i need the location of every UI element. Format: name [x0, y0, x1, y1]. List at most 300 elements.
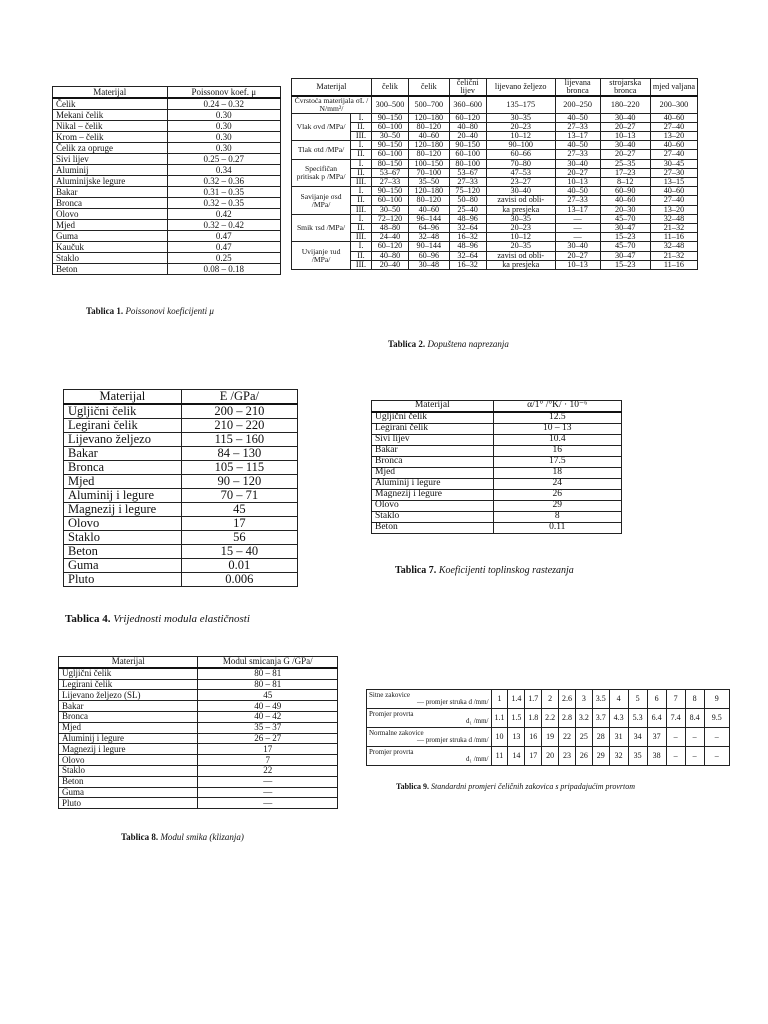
value-cell: 30–35 [486, 113, 555, 122]
value-cell: – [666, 728, 685, 747]
table-row [292, 196, 698, 205]
stress-type-label: Specifičan pritisak p /MPa/ [292, 159, 351, 187]
table-row [59, 798, 338, 809]
value-cell: – [704, 728, 729, 747]
value-cell: 30–47 [600, 224, 650, 233]
table-row [64, 404, 298, 419]
value-cell: 0.32 – 0.36 [167, 176, 280, 187]
value-cell: 0.31 – 0.35 [167, 187, 280, 198]
table-row [292, 122, 698, 131]
header-row [64, 390, 298, 405]
value-cell: 22 [559, 728, 576, 747]
row-label-line: Normalne zakovice [369, 728, 424, 737]
value-cell: 40 – 49 [198, 701, 338, 712]
value-cell: 64–96 [409, 224, 449, 233]
value-cell: 7.4 [666, 709, 685, 728]
value-cell: 20–27 [555, 168, 600, 177]
caption-label: Tablica 9. [396, 782, 430, 791]
value-cell: 0.32 – 0.35 [167, 198, 280, 209]
value-cell: 20–30 [600, 205, 650, 214]
column-header: Materijal [53, 87, 168, 99]
column-header: lijevano željezo [486, 79, 555, 97]
table-row [53, 110, 281, 121]
value-cell: 90–150 [371, 141, 408, 150]
value-cell: 105 – 115 [181, 461, 297, 475]
value-cell: 13–20 [650, 205, 697, 214]
table-row [64, 531, 298, 545]
value-cell: 9 [704, 690, 729, 709]
value-cell: 27–33 [371, 178, 408, 187]
material-cell: Legirani čelik [64, 419, 182, 433]
value-cell: 17–23 [600, 168, 650, 177]
value-cell: 24–40 [371, 233, 408, 242]
value-cell: 6 [647, 690, 666, 709]
value-cell: 60–120 [449, 113, 486, 122]
table-row [53, 143, 281, 154]
value-cell: 20–23 [486, 224, 555, 233]
material-cell: Beton [64, 545, 182, 559]
value-cell: 30–50 [371, 132, 408, 141]
material-cell: Legirani čelik [372, 424, 494, 435]
row-label-line: — promjer struka d /mm/ [416, 698, 489, 706]
value-cell: 60–120 [371, 242, 408, 251]
column-header: čelični lijev [449, 79, 486, 97]
value-cell: 20–23 [486, 122, 555, 131]
table-2-caption [388, 339, 509, 349]
material-cell: Mekani čelik [53, 110, 168, 121]
value-cell: 0.30 [167, 121, 280, 132]
material-cell: Magnezij i legure [59, 744, 198, 755]
value-cell: — [555, 214, 600, 223]
value-cell: – [685, 747, 704, 766]
material-cell: Ugljični čelik [64, 404, 182, 419]
material-cell: Lijevano željezo (SL) [59, 690, 198, 701]
value-cell: — [555, 233, 600, 242]
material-cell: Sivi lijev [372, 435, 494, 446]
value-cell: 14 [508, 747, 525, 766]
value-cell: 7 [198, 755, 338, 766]
value-cell: 50–80 [449, 196, 486, 205]
value-cell: 20–27 [600, 122, 650, 131]
table-row [59, 787, 338, 798]
table-row [53, 209, 281, 220]
value-cell: 1 [491, 690, 508, 709]
table-row [59, 701, 338, 712]
header-row [53, 87, 281, 99]
table-row [59, 722, 338, 733]
column-header: α/1° /°K/ · 10⁻⁶ [493, 401, 621, 413]
value-cell: 90 – 120 [181, 475, 297, 489]
load-case-cell: II. [351, 224, 372, 233]
value-cell: 28 [592, 728, 609, 747]
load-case-cell: I. [351, 113, 372, 122]
value-cell: 48–80 [371, 224, 408, 233]
value-cell: 10–12 [486, 132, 555, 141]
material-cell: Čelik za opruge [53, 143, 168, 154]
table-row [292, 132, 698, 141]
value-cell: 1.7 [525, 690, 542, 709]
value-cell: 2.8 [559, 709, 576, 728]
value-cell: 1.8 [525, 709, 542, 728]
material-cell: Bakar [372, 446, 494, 457]
table-row [367, 728, 730, 747]
value-cell: 24 [493, 479, 621, 490]
load-case-cell: I. [351, 214, 372, 223]
value-cell: 120–180 [409, 187, 449, 196]
table-row [64, 461, 298, 475]
value-cell: 23–27 [486, 178, 555, 187]
caption-text: Koeficijenti toplinskog rastezanja [438, 565, 574, 576]
table-7-block [371, 400, 622, 534]
material-cell: Čelik [53, 98, 168, 110]
value-cell: 19 [542, 728, 559, 747]
value-cell: 23 [559, 747, 576, 766]
value-cell: — [198, 787, 338, 798]
table-row [372, 468, 622, 479]
material-cell: Lijevano željezo [64, 433, 182, 447]
value-cell: 48–96 [449, 214, 486, 223]
table-row [53, 220, 281, 231]
value-cell: 60–100 [371, 196, 408, 205]
value-cell: 3.2 [575, 709, 592, 728]
table-row [292, 141, 698, 150]
row-label [367, 709, 492, 728]
value-cell: 45–70 [600, 242, 650, 251]
table-row [292, 214, 698, 223]
value-cell: 16–32 [449, 233, 486, 242]
value-cell: 40–60 [600, 196, 650, 205]
table-1-block [52, 86, 281, 275]
value-cell: 0.47 [167, 242, 280, 253]
row-label-line: Sitne zakovice [369, 690, 411, 699]
value-cell: 60–100 [449, 150, 486, 159]
value-cell: 8 [685, 690, 704, 709]
table-row [59, 690, 338, 701]
material-cell: Bakar [64, 447, 182, 461]
value-cell: 0.32 – 0.42 [167, 220, 280, 231]
value-cell: 16 [493, 446, 621, 457]
value-cell: 10–13 [555, 260, 600, 269]
value-cell: 72–120 [371, 214, 408, 223]
value-cell: 10–13 [600, 132, 650, 141]
value-cell: 17 [181, 517, 297, 531]
table-row [292, 178, 698, 187]
value-cell: 15–23 [600, 260, 650, 269]
table-row [64, 489, 298, 503]
table-row [53, 231, 281, 242]
material-cell: Mjed [64, 475, 182, 489]
value-cell: 27–33 [555, 196, 600, 205]
value-cell: 21–32 [650, 251, 697, 260]
value-cell: 1.1 [491, 709, 508, 728]
table-row [292, 233, 698, 242]
row-label-line: — promjer struka d /mm/ [416, 736, 489, 744]
value-cell: 34 [628, 728, 647, 747]
table-row [53, 132, 281, 143]
load-case-cell: III. [351, 178, 372, 187]
table-row [59, 744, 338, 755]
value-cell: 80–100 [449, 159, 486, 168]
value-cell: 40–50 [555, 141, 600, 150]
value-cell: 45 [181, 503, 297, 517]
value-cell: 30–48 [409, 260, 449, 269]
table-row [292, 251, 698, 260]
material-cell: Kaučuk [53, 242, 168, 253]
material-cell: Aluminij i legure [372, 479, 494, 490]
strength-value: 500–700 [409, 96, 449, 113]
value-cell: 32–64 [449, 224, 486, 233]
value-cell: 13–17 [555, 205, 600, 214]
value-cell: 90–144 [409, 242, 449, 251]
material-cell: Olovo [53, 209, 168, 220]
value-cell: 60–100 [371, 122, 408, 131]
load-case-cell: II. [351, 150, 372, 159]
value-cell: 0.30 [167, 132, 280, 143]
value-cell: 32–64 [449, 251, 486, 260]
value-cell: 53–67 [449, 168, 486, 177]
value-cell: 6.4 [647, 709, 666, 728]
value-cell: 16 [525, 728, 542, 747]
table-row [292, 260, 698, 269]
value-cell: 20–40 [449, 132, 486, 141]
load-case-cell: I. [351, 159, 372, 168]
value-cell: 26 [493, 490, 621, 501]
value-cell: 0.47 [167, 231, 280, 242]
value-cell: 40–60 [409, 132, 449, 141]
value-cell: 18 [493, 468, 621, 479]
value-cell: 75–120 [449, 187, 486, 196]
value-cell: 32–48 [650, 214, 697, 223]
value-cell: 27–40 [650, 196, 697, 205]
value-cell: 40–50 [555, 113, 600, 122]
value-cell: 80 – 81 [198, 679, 338, 690]
table-9 [366, 689, 730, 766]
value-cell: ka presjeka [486, 205, 555, 214]
value-cell: 7 [666, 690, 685, 709]
value-cell: — [198, 798, 338, 809]
value-cell: 10–12 [486, 233, 555, 242]
value-cell: 35–50 [409, 178, 449, 187]
value-cell: 10 [491, 728, 508, 747]
value-cell: 40–60 [650, 141, 697, 150]
value-cell: 60–90 [600, 187, 650, 196]
caption-label: Tablica 7. [395, 565, 437, 576]
value-cell: 32–48 [409, 233, 449, 242]
value-cell: 30–45 [650, 159, 697, 168]
table-row [372, 424, 622, 435]
table-row [64, 433, 298, 447]
value-cell: 27–33 [449, 178, 486, 187]
column-header: mjed valjana [650, 79, 697, 97]
material-cell: Bronca [53, 198, 168, 209]
table-8-caption [121, 832, 244, 842]
value-cell: 84 – 130 [181, 447, 297, 461]
load-case-cell: II. [351, 196, 372, 205]
value-cell: 35 [628, 747, 647, 766]
value-cell: 0.24 – 0.32 [167, 98, 280, 110]
value-cell: 29 [592, 747, 609, 766]
value-cell: 0.30 [167, 110, 280, 121]
value-cell: 13–20 [650, 132, 697, 141]
caption-text: Vrijednosti modula elastičnosti [113, 613, 250, 625]
value-cell: 45–70 [600, 214, 650, 223]
value-cell: 32 [609, 747, 628, 766]
table-7 [371, 400, 622, 534]
table-row [64, 503, 298, 517]
table-row [372, 435, 622, 446]
caption-text: Standardni promjeri čeličnih zakovica s pripadajućim provrtom [431, 782, 636, 791]
caption-label: Tablica 8. [121, 832, 159, 842]
value-cell: 21–32 [650, 224, 697, 233]
stress-type-label: Uvijanje τud /MPa/ [292, 242, 351, 270]
value-cell: 20 [542, 747, 559, 766]
material-cell: Pluto [59, 798, 198, 809]
material-cell: Staklo [372, 512, 494, 523]
value-cell: 8–12 [600, 178, 650, 187]
load-case-cell: III. [351, 260, 372, 269]
value-cell: 80–150 [371, 159, 408, 168]
column-header: Poissonov koef. μ [167, 87, 280, 99]
value-cell: 30–50 [371, 205, 408, 214]
table-row [292, 224, 698, 233]
strength-label: Čvrstoća materijala σL / N/mm²/ [292, 96, 372, 113]
value-cell: 90–150 [371, 187, 408, 196]
table-row [372, 523, 622, 534]
material-cell: Pluto [64, 573, 182, 587]
load-case-cell: I. [351, 187, 372, 196]
material-cell: Staklo [59, 765, 198, 776]
material-cell: Aluminij i legure [64, 489, 182, 503]
value-cell: zavisi od obli- [486, 196, 555, 205]
material-cell: Guma [53, 231, 168, 242]
material-cell: Ugljični čelik [59, 668, 198, 679]
value-cell: 90–150 [371, 113, 408, 122]
table-row [53, 198, 281, 209]
value-cell: — [555, 224, 600, 233]
material-cell: Staklo [64, 531, 182, 545]
stress-type-label: Savijanje σsd /MPa/ [292, 187, 351, 215]
value-cell: 0.11 [493, 523, 621, 534]
material-cell: Sivi lijev [53, 154, 168, 165]
caption-label: Tablica 2. [388, 339, 426, 349]
value-cell: 80–120 [409, 196, 449, 205]
table-row [372, 446, 622, 457]
value-cell: 9.5 [704, 709, 729, 728]
material-cell: Guma [64, 559, 182, 573]
value-cell: 60–96 [409, 251, 449, 260]
table-row [292, 187, 698, 196]
value-cell: 20–35 [486, 242, 555, 251]
table-1-caption [86, 306, 214, 316]
table-row [292, 150, 698, 159]
table-4-block [63, 389, 298, 587]
material-cell: Beton [53, 264, 168, 275]
table-row [53, 242, 281, 253]
column-header: Materijal [372, 401, 494, 413]
row-label [367, 690, 492, 709]
table-row [53, 121, 281, 132]
value-cell: 120–180 [409, 113, 449, 122]
material-cell: Legirani čelik [59, 679, 198, 690]
value-cell: 22 [198, 765, 338, 776]
value-cell: – [666, 747, 685, 766]
value-cell: 13 [508, 728, 525, 747]
material-cell: Olovo [64, 517, 182, 531]
table-9-caption [396, 782, 635, 791]
table-row [53, 98, 281, 110]
value-cell: 40–80 [449, 122, 486, 131]
table-row [64, 559, 298, 573]
material-cell: Bronca [59, 711, 198, 722]
value-cell: 210 – 220 [181, 419, 297, 433]
caption-text: Poissonovi koeficijenti μ [125, 306, 214, 316]
table-row [59, 755, 338, 766]
table-row [64, 517, 298, 531]
header-row [59, 657, 338, 668]
value-cell: 30–40 [486, 187, 555, 196]
value-cell: 40 – 42 [198, 711, 338, 722]
table-row [367, 709, 730, 728]
material-cell: Bronca [372, 457, 494, 468]
value-cell: 17 [198, 744, 338, 755]
value-cell: 15 – 40 [181, 545, 297, 559]
value-cell: 0.42 [167, 209, 280, 220]
value-cell: 60–66 [486, 150, 555, 159]
value-cell: 27–40 [650, 150, 697, 159]
stress-type-label: Vlak σvd /MPa/ [292, 113, 351, 141]
value-cell: ka presjeka [486, 260, 555, 269]
caption-text: Dopuštena naprezanja [427, 339, 509, 349]
material-cell: Bakar [59, 701, 198, 712]
load-case-cell: III. [351, 132, 372, 141]
value-cell: 30–47 [600, 251, 650, 260]
row-label-line: Promjer provrta [369, 747, 414, 756]
value-cell: 38 [647, 747, 666, 766]
load-case-cell: I. [351, 242, 372, 251]
column-header: Modul smicanja G /GPa/ [198, 657, 338, 668]
value-cell: – [685, 728, 704, 747]
value-cell: 27–40 [650, 122, 697, 131]
value-cell: 1.5 [508, 709, 525, 728]
value-cell: 27–30 [650, 168, 697, 177]
value-cell: 17.5 [493, 457, 621, 468]
value-cell: 5.3 [628, 709, 647, 728]
column-header: Materijal [59, 657, 198, 668]
value-cell: 30–40 [600, 113, 650, 122]
table-row [372, 512, 622, 523]
table-row [372, 457, 622, 468]
value-cell: 30–40 [555, 159, 600, 168]
value-cell: 70–100 [409, 168, 449, 177]
value-cell: 31 [609, 728, 628, 747]
table-row [59, 668, 338, 679]
table-row [64, 475, 298, 489]
material-cell: Staklo [53, 253, 168, 264]
value-cell: 20–40 [371, 260, 408, 269]
value-cell: 29 [493, 501, 621, 512]
value-cell: 100–150 [409, 159, 449, 168]
material-cell: Aluminij [53, 165, 168, 176]
value-cell: 30–40 [600, 141, 650, 150]
value-cell: 10 – 13 [493, 424, 621, 435]
strength-value: 360–600 [449, 96, 486, 113]
material-cell: Mjed [372, 468, 494, 479]
value-cell: 25–40 [449, 205, 486, 214]
strength-value: 180–220 [600, 96, 650, 113]
table-row [53, 154, 281, 165]
value-cell: 0.25 [167, 253, 280, 264]
table-row [367, 747, 730, 766]
